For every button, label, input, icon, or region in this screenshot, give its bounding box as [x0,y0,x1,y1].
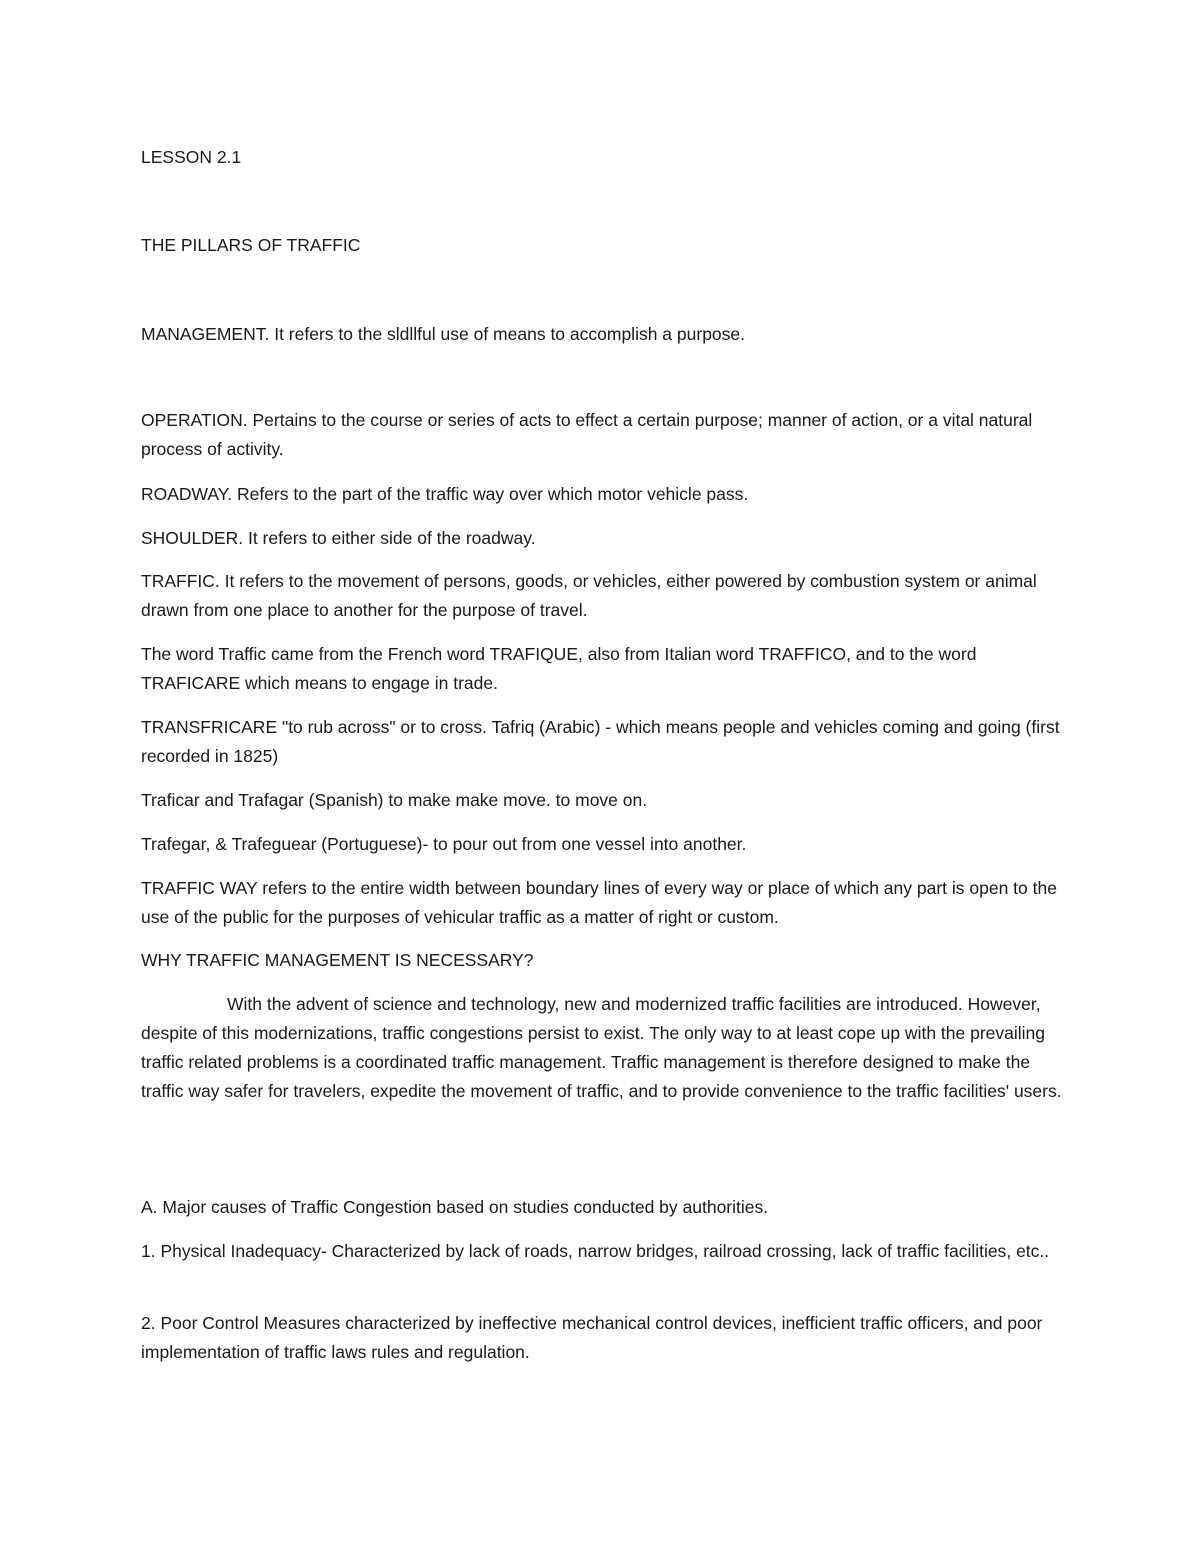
paragraph-spanish: Traficar and Trafagar (Spanish) to make make move. to move on. [141,790,648,810]
paragraph-portuguese: Trafegar, & Trafeguear (Portuguese)- to pour out from one vessel into another. [141,834,747,854]
page-title: THE PILLARS OF TRAFFIC [141,235,361,255]
section-heading-why: WHY TRAFFIC MANAGEMENT IS NECESSARY? [141,950,534,970]
paragraph-why-body: With the advent of science and technology, new and modernized traffic facilities are introduced. However, despite of this modernizations, traffic congestions persist to exist. The only way to at least cope up with the prevailing traffic related problems is a coordinated traffic management. Traffic management is therefore designed to make the traffic way safer for travelers, expedite the movement of traffic, and to provide convenience to the traffic facilities' users. [141,994,1062,1101]
paragraph-word-origin: The word Traffic came from the French word TRAFIQUE, also from Italian word TRAFFICO, and to the word TRAFICARE which means to engage in trade. [141,644,977,693]
lesson-label: LESSON 2.1 [141,147,242,167]
paragraph-roadway: ROADWAY. Refers to the part of the traffic way over which motor vehicle pass. [141,484,749,504]
section-heading-causes: A. Major causes of Traffic Congestion based on studies conducted by authorities. [141,1197,769,1217]
paragraph-traffic: TRAFFIC. It refers to the movement of persons, goods, or vehicles, either powered by combustion system or animal drawn from one place to another for the purpose of travel. [141,571,1037,620]
paragraph-transfricare: TRANSFRICARE "to rub across" or to cross. Tafriq (Arabic) - which means people and vehicles coming and going (first recorded in 1825) [141,717,1060,766]
list-item-physical-inadequacy: 1. Physical Inadequacy- Characterized by lack of roads, narrow bridges, railroad crossing, lack of traffic facilities, etc.. [141,1241,1050,1261]
paragraph-traffic-way: TRAFFIC WAY refers to the entire width between boundary lines of every way or place of which any part is open to the use of the public for the purposes of vehicular traffic as a matter of right or custom. [141,878,1057,927]
paragraph-operation: OPERATION. Pertains to the course or series of acts to effect a certain purpose; manner of action, or a vital natural process of activity. [141,410,1033,459]
paragraph-management: MANAGEMENT. It refers to the sldllful use of means to accomplish a purpose. [141,324,745,344]
paragraph-shoulder: SHOULDER. It refers to either side of the roadway. [141,528,536,548]
list-item-poor-control: 2. Poor Control Measures characterized by ineffective mechanical control devices, inefficient traffic officers, and poor implementation of traffic laws rules and regulation. [141,1313,1043,1362]
